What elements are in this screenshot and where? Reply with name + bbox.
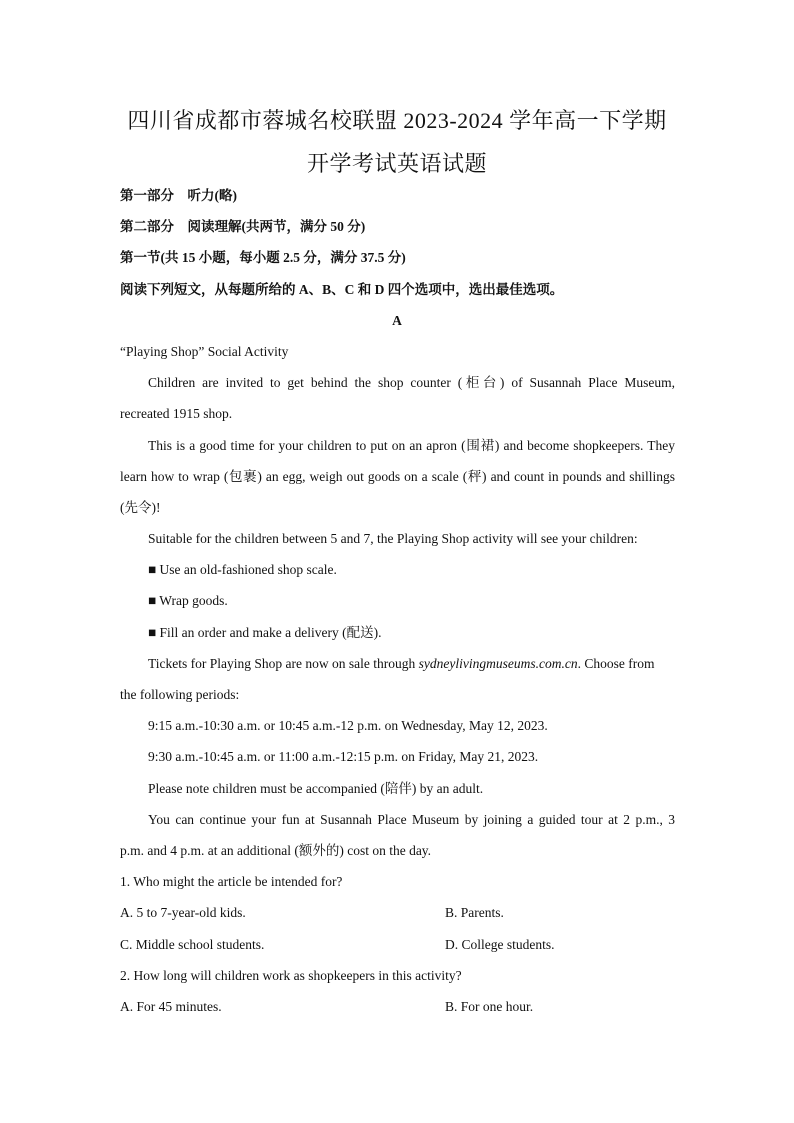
paragraph-line: learn how to wrap (包裹) an egg, weigh out goods on a scale (秤) and count in pounds and shillings <box>120 469 675 484</box>
bullet-item: ■ Wrap goods. <box>148 593 228 608</box>
paragraph-line <box>148 655 675 673</box>
bullet-item: ■ Fill an order and make a delivery (配送). <box>148 625 382 640</box>
paragraph-line: Children are invited to get behind the shop counter (柜台) of Susannah Place Museum, <box>148 375 675 390</box>
website-url: sydneylivingmuseums.com.cn <box>418 656 578 671</box>
page-subtitle: 开学考试英语试题 <box>306 151 487 176</box>
paragraph-line: Please note children must be accompanied (陪伴) by an adult. <box>148 781 484 796</box>
page-title: 四川省成都市蓉城名校联盟 2023-2024 学年高一下学期 <box>127 108 667 133</box>
ticket-text: Tickets for Playing Shop are now on sale through <box>148 656 419 671</box>
paragraph-line: the following periods: <box>120 687 240 702</box>
option-b: B. Parents. <box>445 905 504 920</box>
paragraph-line: You can continue your fun at Susannah Place Museum by joining a guided tour at 2 p.m., 3 <box>148 812 675 827</box>
option-d: D. College students. <box>445 937 555 952</box>
option-a: A. For 45 minutes. <box>120 999 222 1014</box>
bullet-item: ■ Use an old-fashioned shop scale. <box>148 562 337 577</box>
question-stem: 2. How long will children work as shopkeepers in this activity? <box>120 968 462 983</box>
passage-title: “Playing Shop” Social Activity <box>120 344 289 359</box>
period-item: 9:15 a.m.-10:30 a.m. or 10:45 a.m.-12 p.m. on Wednesday, May 12, 2023. <box>148 718 548 733</box>
ticket-text-end: . Choose from <box>577 656 655 671</box>
instruction-text: 阅读下列短文，从每题所给的 A、B、C 和 D 四个选项中，选出最佳选项。 <box>120 282 564 297</box>
paragraph-line: recreated 1915 shop. <box>120 406 233 421</box>
option-a: A. 5 to 7-year-old kids. <box>120 905 246 920</box>
part2-heading: 第二部分 阅读理解(共两节，满分 50 分) <box>120 219 366 234</box>
part1-heading: 第一部分 听力(略) <box>120 188 237 203</box>
option-b: B. For one hour. <box>445 999 534 1014</box>
paragraph-line: This is a good time for your children to put on an apron (围裙) and become shopkeepers. They <box>148 438 675 453</box>
paragraph-line: (先令)! <box>120 500 161 515</box>
question-stem: 1. Who might the article be intended for? <box>120 874 343 889</box>
passage-letter: A <box>392 313 402 328</box>
period-item: 9:30 a.m.-10:45 a.m. or 11:00 a.m.-12:15 p.m. on Friday, May 21, 2023. <box>148 749 539 764</box>
option-c: C. Middle school students. <box>120 937 265 952</box>
section1-heading: 第一节(共 15 小题，每小题 2.5 分，满分 37.5 分) <box>120 250 406 265</box>
paragraph-line: p.m. and 4 p.m. at an additional (额外的) cost on the day. <box>120 843 432 858</box>
paragraph-line: Suitable for the children between 5 and 7, the Playing Shop activity will see your children: <box>148 531 638 546</box>
